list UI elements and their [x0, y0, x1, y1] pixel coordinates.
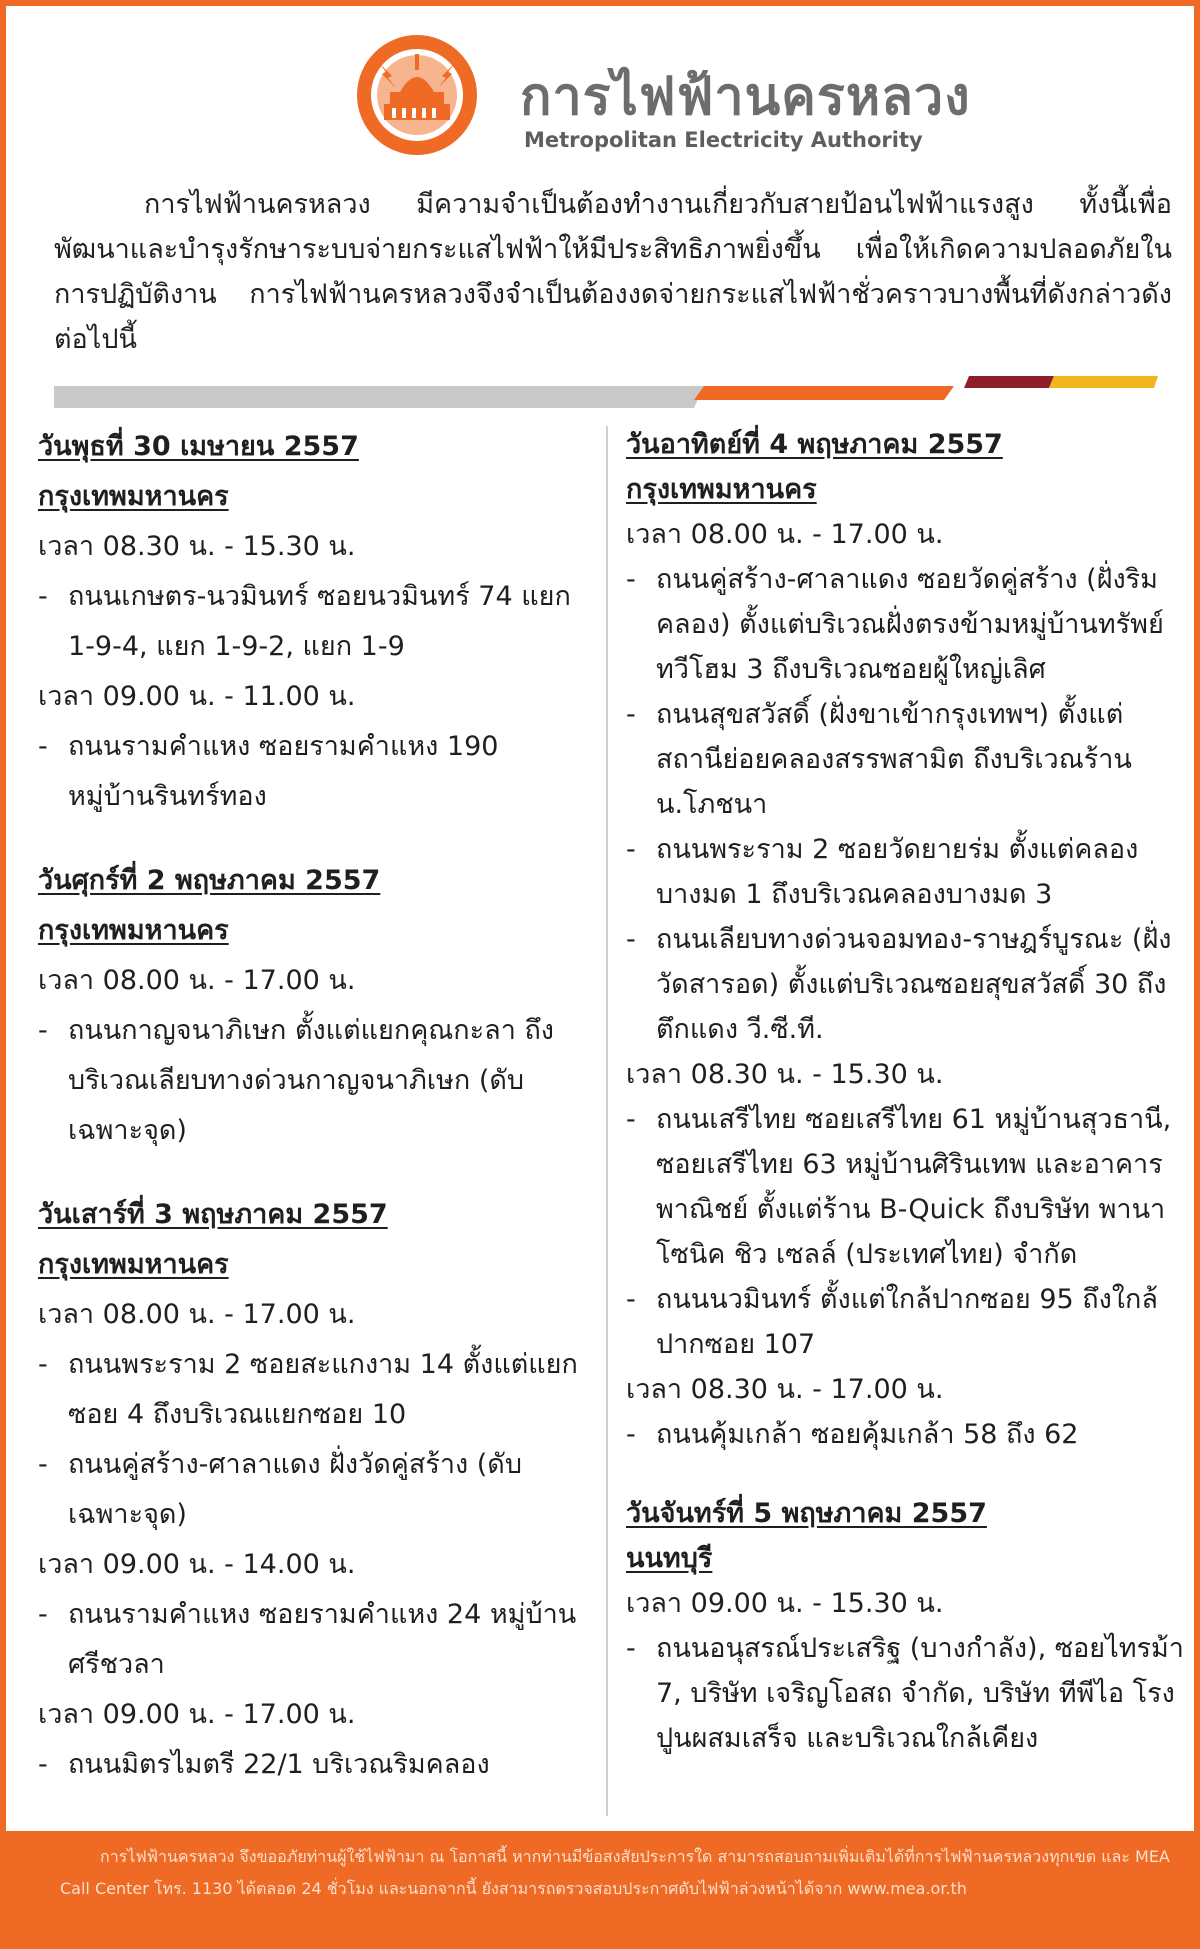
outage-item: - ถนนคู่สร้าง-ศาลาแดง ฝั่งวัดคู่สร้าง (ดับเฉพาะจุด) — [38, 1440, 578, 1540]
day-section — [626, 422, 1186, 1457]
bullet-dash: - — [626, 1633, 636, 1664]
outage-item: - ถนนสุขสวัสดิ์ (ฝั่งขาเข้ากรุงเทพฯ) ตั้งแต่สถานีย่อยคลองสรรพสามิต ถึงบริเวณร้าน น.โภชนา — [626, 692, 1186, 827]
bullet-dash: - — [38, 1749, 48, 1780]
outage-item: - ถนนรามคำแหง ซอยรามคำแหง 190 หมู่บ้านรินทร์ทอง — [38, 722, 578, 822]
area-name: นนทบุรี — [626, 1543, 713, 1574]
day-section — [38, 1190, 578, 1790]
time-range: เวลา 08.30 น. - 15.30 น. — [626, 1059, 944, 1090]
area-name: กรุงเทพมหานคร — [626, 474, 817, 505]
bullet-dash: - — [38, 1349, 48, 1380]
outage-item: - ถนนคุ้มเกล้า ซอยคุ้มเกล้า 58 ถึง 62 — [626, 1412, 1186, 1457]
day-title: วันพุธที่ 30 เมษายน 2557 — [38, 431, 359, 462]
time-range: เวลา 09.00 น. - 14.00 น. — [38, 1549, 356, 1580]
area-name: กรุงเทพมหานคร — [38, 481, 229, 512]
bullet-dash: - — [626, 834, 636, 865]
time-range: เวลา 08.00 น. - 17.00 น. — [38, 965, 356, 996]
outage-item: - ถนนอนุสรณ์ประเสริฐ (บางกำลัง), ซอยไทรม้า 7, บริษัท เจริญโอสถ จำกัด, บริษัท ทีพีไอ โรงปูนผสมเสร็จ และบริเวณใกล้เคียง — [626, 1626, 1186, 1761]
outage-item: - ถนนเสรีไทย ซอยเสรีไทย 61 หมู่บ้านสุวธานี, ซอยเสรีไทย 63 หมู่บ้านศิรินเทพ และอาคารพาณิชย์ ตั้งแต่ร้าน B-Quick ถึงบริษัท พานาโซนิค ชิว เซลล์ (ประเทศไทย) จำกัด — [626, 1097, 1186, 1277]
outage-item: - ถนนพระราม 2 ซอยสะแกงาม 14 ตั้งแต่แยกซอย 4 ถึงบริเวณแยกซอย 10 — [38, 1340, 578, 1440]
bullet-dash: - — [626, 1284, 636, 1315]
time-range: เวลา 09.00 น. - 17.00 น. — [38, 1699, 356, 1730]
column-divider — [606, 426, 608, 1816]
brand-name-thai: การไฟฟ้านครหลวง — [520, 67, 971, 127]
outage-item: - ถนนเลียบทางด่วนจอมทอง-ราษฎร์บูรณะ (ฝั่งวัดสารอด) ตั้งแต่บริเวณซอยสุขสวัสดิ์ 30 ถึงตึกแดง วี.ซี.ที. — [626, 917, 1186, 1052]
bullet-dash: - — [38, 581, 48, 612]
outage-item: - ถนนรามคำแหง ซอยรามคำแหง 24 หมู่บ้านศรีชวลา — [38, 1590, 578, 1690]
outage-item: - ถนนมิตรไมตรี 22/1 บริเวณริมคลอง — [38, 1740, 578, 1790]
area-name: กรุงเทพมหานคร — [38, 915, 229, 946]
mea-building-logo-icon — [354, 32, 480, 158]
day-title: วันอาทิตย์ที่ 4 พฤษภาคม 2557 — [626, 429, 1003, 460]
outage-item: - ถนนกาญจนาภิเษก ตั้งแต่แยกคุณกะลา ถึงบริเวณเลียบทางด่วนกาญจนาภิเษก (ดับเฉพาะจุด) — [38, 1006, 578, 1156]
time-range: เวลา 09.00 น. - 11.00 น. — [38, 681, 356, 712]
time-range: เวลา 08.30 น. - 15.30 น. — [38, 531, 356, 562]
bullet-dash: - — [38, 731, 48, 762]
area-name: กรุงเทพมหานคร — [38, 1249, 229, 1280]
day-section — [38, 422, 578, 822]
header — [6, 24, 1194, 154]
decorative-stripe — [54, 374, 1158, 408]
bullet-dash: - — [626, 699, 636, 730]
outage-item: - ถนนนวมินทร์ ตั้งแต่ใกล้ปากซอย 95 ถึงใกล้ปากซอย 107 — [626, 1277, 1186, 1367]
bullet-dash: - — [38, 1449, 48, 1480]
outage-item: - ถนนคู่สร้าง-ศาลาแดง ซอยวัดคู่สร้าง (ฝั่งริมคลอง) ตั้งแต่บริเวณฝั่งตรงข้ามหมู่บ้านทรัพย์ทวีโฮม 3 ถึงบริเวณซอยผู้ใหญ่เลิศ — [626, 557, 1186, 692]
bullet-dash: - — [38, 1015, 48, 1046]
time-range: เวลา 09.00 น. - 15.30 น. — [626, 1588, 944, 1619]
left-column — [38, 422, 578, 1824]
day-title: วันศุกร์ที่ 2 พฤษภาคม 2557 — [38, 865, 381, 896]
day-section — [38, 856, 578, 1156]
day-title: วันจันทร์ที่ 5 พฤษภาคม 2557 — [626, 1498, 987, 1529]
time-range: เวลา 08.30 น. - 17.00 น. — [626, 1374, 944, 1405]
day-title: วันเสาร์ที่ 3 พฤษภาคม 2557 — [38, 1199, 388, 1230]
outage-item: - ถนนเกษตร-นวมินทร์ ซอยนวมินทร์ 74 แยก 1-9-4, แยก 1-9-2, แยก 1-9 — [38, 572, 578, 672]
footer-notice: การไฟฟ้านครหลวง จึงขออภัยท่านผู้ใช้ไฟฟ้ามา ณ โอกาสนี้ หากท่านมีข้อสงสัยประการใด สามารถสอบถามเพิ่มเติมได้ที่การไฟฟ้านครหลวงทุกเขต และ MEA Call Center โทร. 1130 ได้ตลอด 24 ชั่วโมง และนอกจากนี้ ยังสามารถตรวจสอบประกาศดับไฟฟ้าล่วงหน้าได้จาก www.mea.or.th — [60, 1847, 1170, 1898]
time-range: เวลา 08.00 น. - 17.00 น. — [626, 519, 944, 550]
footer-bar — [0, 1831, 1200, 1949]
time-range: เวลา 08.00 น. - 17.00 น. — [38, 1299, 356, 1330]
bullet-dash: - — [626, 564, 636, 595]
day-section — [626, 1491, 1186, 1761]
bullet-dash: - — [626, 1104, 636, 1135]
bullet-dash: - — [626, 1419, 636, 1450]
brand-name-english: Metropolitan Electricity Authority — [524, 128, 923, 152]
right-column — [626, 422, 1186, 1795]
outage-item: - ถนนพระราม 2 ซอยวัดยายร่ม ตั้งแต่คลองบางมด 1 ถึงบริเวณคลองบางมด 3 — [626, 827, 1186, 917]
bullet-dash: - — [38, 1599, 48, 1630]
bullet-dash: - — [626, 924, 636, 955]
intro-paragraph: การไฟฟ้านครหลวง มีความจำเป็นต้องทำงานเกี่ยวกับสายป้อนไฟฟ้าแรงสูง ทั้งนี้เพื่อพัฒนาและบำรุงรักษาระบบจ่ายกระแสไฟฟ้าให้มีประสิทธิภาพยิ่งขึ้น เพื่อให้เกิดความปลอดภัยในการปฏิบัติงาน การไฟฟ้านครหลวงจึงจำเป็นต้องงดจ่ายกระแสไฟฟ้าชั่วคราวบางพื้นที่ดังกล่าวดังต่อไปนี้ — [54, 189, 1172, 355]
